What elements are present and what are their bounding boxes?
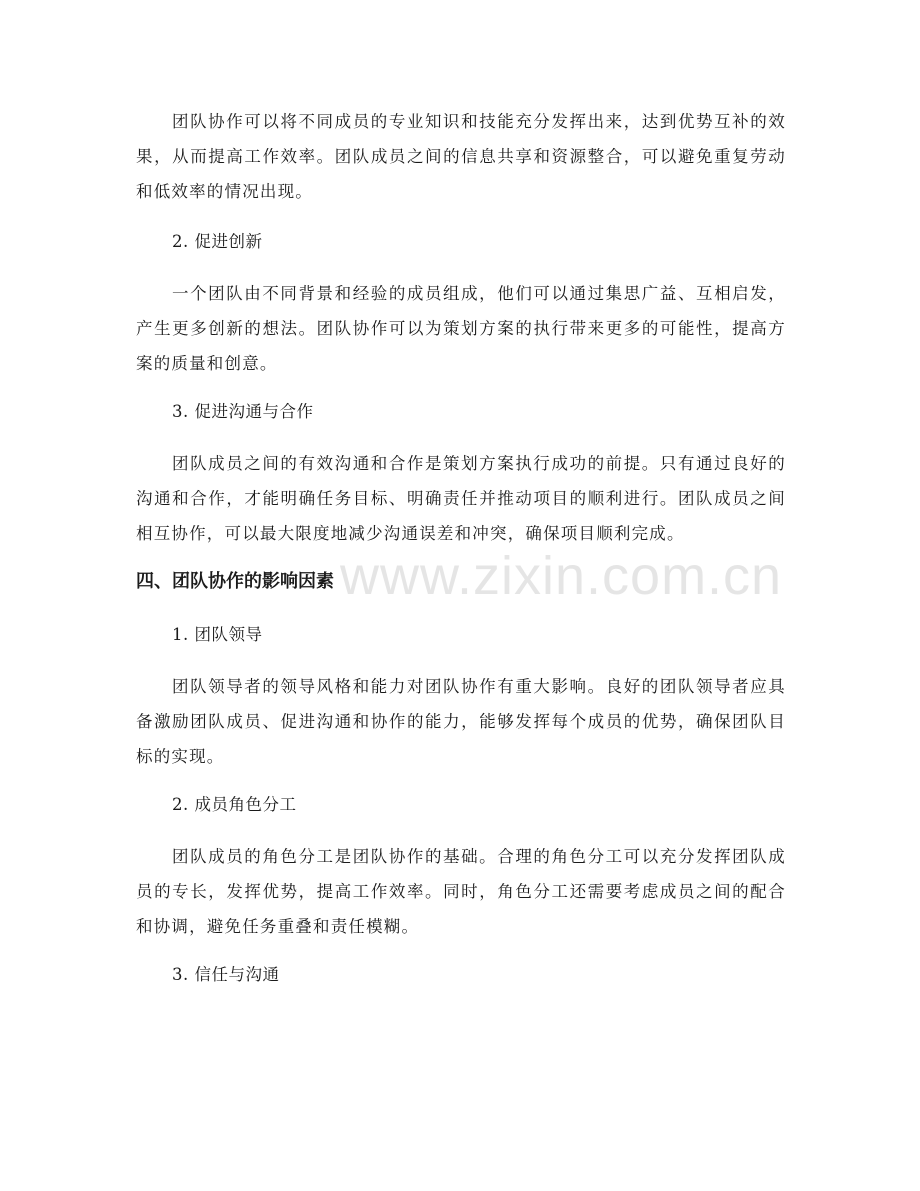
item-title-trust: 3. 信任与沟通 [172, 965, 280, 984]
paragraph-leadership: 团队领导者的领导风格和能力对团队协作有重大影响。良好的团队领导者应具备激励团队成员、促进沟通和协作的能力，能够发挥每个成员的优势，确保团队目标的实现。 [136, 677, 786, 766]
item-title-communication: 3. 促进沟通与合作 [172, 402, 314, 421]
paragraph-communication: 团队成员之间的有效沟通和合作是策划方案执行成功的前提。只有通过良好的沟通和合作，才能明确任务目标、明确责任并推动项目的顺利进行。团队成员之间相互协作，可以最大限度地减少沟通误差和冲突，确保项目顺利完成。 [136, 454, 786, 543]
paragraph-efficiency: 团队协作可以将不同成员的专业知识和技能充分发挥出来，达到优势互补的效果，从而提高工作效率。团队成员之间的信息共享和资源整合，可以避免重复劳动和低效率的情况出现。 [136, 112, 786, 201]
paragraph-roles: 团队成员的角色分工是团队协作的基础。合理的角色分工可以充分发挥团队成员的专长，发挥优势，提高工作效率。同时，角色分工还需要考虑成员之间的配合和协调，避免任务重叠和责任模糊。 [136, 847, 786, 936]
paragraph-innovation: 一个团队由不同背景和经验的成员组成，他们可以通过集思广益、互相启发，产生更多创新的想法。团队协作可以为策划方案的执行带来更多的可能性，提高方案的质量和创意。 [136, 284, 786, 373]
section-heading: 四、团队协作的影响因素 [136, 571, 334, 592]
item-title-leadership: 1. 团队领导 [172, 625, 263, 644]
watermark: www.zixin.com.cn [340, 546, 783, 606]
item-title-roles: 2. 成员角色分工 [172, 795, 297, 814]
item-title-innovation: 2. 促进创新 [172, 232, 263, 251]
